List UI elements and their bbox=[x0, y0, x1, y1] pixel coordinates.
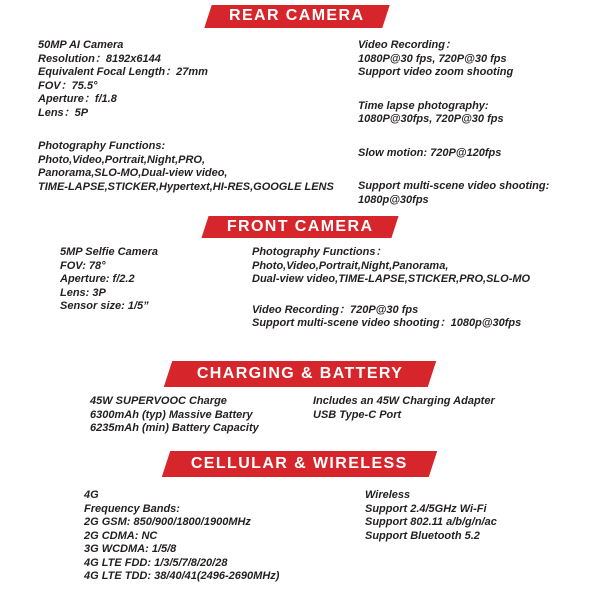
charging-battery-title: CHARGING & BATTERY bbox=[196, 364, 404, 382]
cellular-left-column bbox=[84, 489, 279, 584]
spec-line: FOV：75.5° bbox=[38, 79, 98, 92]
rear-camera-left-column bbox=[38, 39, 334, 194]
spec-line: 2G CDMA: NC bbox=[84, 529, 158, 542]
front-camera-right-column bbox=[252, 246, 530, 331]
spec-line: 45W SUPERVOOC Charge bbox=[90, 395, 227, 407]
front-video-recording-block bbox=[252, 304, 530, 331]
cellular-wireless-title: CELLULAR & WIRELESS bbox=[191, 454, 408, 472]
charging-right-column bbox=[313, 395, 495, 422]
spec-line: Photo,Video,Portrait,Night,PRO, bbox=[38, 153, 206, 166]
spec-line: Resolution：8192x6144 bbox=[38, 52, 161, 65]
rear-photography-functions-block bbox=[38, 140, 334, 194]
spec-line: Support Bluetooth 5.2 bbox=[365, 529, 480, 542]
spec-line: 5MP Selfie Camera bbox=[60, 246, 159, 258]
spec-line: Time lapse photography: bbox=[358, 99, 489, 112]
charging-battery-banner bbox=[164, 361, 436, 387]
spec-line: TIME-LAPSE,STICKER,Hypertext,HI-RES,GOOGLE LENS bbox=[38, 180, 334, 193]
rear-multi-scene-block bbox=[358, 180, 549, 207]
spec-line: 6235mAh (min) Battery Capacity bbox=[90, 422, 259, 434]
spec-line: Aperture: f/2.2 bbox=[60, 273, 135, 285]
front-camera-left-column bbox=[60, 246, 158, 314]
spec-line: 4G bbox=[84, 489, 99, 501]
spec-line: Wireless bbox=[365, 489, 411, 501]
front-camera-title: FRONT CAMERA bbox=[226, 217, 374, 235]
rear-slow-motion-block bbox=[358, 147, 549, 161]
frequency-bands-block bbox=[84, 489, 279, 584]
spec-line: Support video zoom shooting bbox=[358, 66, 514, 78]
spec-line: 6300mAh (typ) Massive Battery bbox=[90, 408, 253, 421]
spec-line: Lens: 3P bbox=[60, 286, 106, 299]
spec-line: USB Type-C Port bbox=[313, 408, 402, 421]
spec-line: 1080P@30 fps, 720P@30 fps bbox=[358, 52, 507, 65]
front-camera-banner bbox=[201, 216, 398, 238]
spec-line: Equivalent Focal Length：27mm bbox=[38, 66, 208, 78]
wireless-specs-block bbox=[365, 489, 497, 543]
spec-line: 3G WCDMA: 1/5/8 bbox=[84, 543, 177, 555]
charging-left-column bbox=[90, 395, 259, 436]
spec-line: Slow motion: 720P@120fps bbox=[358, 146, 502, 159]
spec-line: Frequency Bands: bbox=[84, 502, 180, 515]
rear-camera-title: REAR CAMERA bbox=[229, 7, 365, 24]
spec-line: Photography Functions： bbox=[252, 246, 387, 258]
rear-time-lapse-block bbox=[358, 100, 549, 127]
spec-line: Support 802.11 a/b/g/n/ac bbox=[365, 516, 497, 528]
spec-line: 4G LTE TDD: 38/40/41(2496-2690MHz) bbox=[84, 570, 280, 582]
spec-line: Support 2.4/5GHz Wi-Fi bbox=[365, 502, 487, 515]
cellular-wireless-banner bbox=[162, 451, 437, 477]
spec-line: Panorama,SLO-MO,Dual-view video, bbox=[38, 167, 228, 179]
spec-line: Lens：5P bbox=[38, 106, 89, 119]
wireless-right-column bbox=[365, 489, 497, 543]
spec-line: 2G GSM: 850/900/1800/1900MHz bbox=[84, 516, 251, 528]
spec-line: Aperture：f/1.8 bbox=[38, 93, 117, 105]
rear-camera-banner bbox=[204, 5, 389, 28]
spec-line: Video Recording：720P@30 fps bbox=[252, 303, 419, 316]
spec-line: 50MP AI Camera bbox=[38, 39, 124, 51]
rear-video-recording-block bbox=[358, 39, 549, 80]
front-photography-functions-block bbox=[252, 246, 530, 287]
spec-line: 1080P@30fps, 720P@30 fps bbox=[358, 113, 504, 125]
spec-line: Includes an 45W Charging Adapter bbox=[313, 395, 495, 407]
spec-line: Support multi-scene video shooting：1080p@30fps bbox=[252, 317, 522, 329]
battery-specs-block bbox=[90, 395, 259, 436]
charger-specs-block bbox=[313, 395, 495, 422]
spec-line: Photo,Video,Portrait,Night,Panorama, bbox=[252, 259, 449, 272]
spec-line: FOV: 78° bbox=[60, 259, 106, 272]
spec-line: Sensor size: 1/5” bbox=[60, 300, 149, 312]
spec-line: 1080p@30fps bbox=[358, 193, 429, 206]
spec-line: 4G LTE FDD: 1/3/5/7/8/20/28 bbox=[84, 556, 228, 569]
rear-camera-right-column bbox=[358, 39, 549, 207]
spec-line: Photography Functions: bbox=[38, 140, 166, 152]
spec-line: Support multi-scene video shooting: bbox=[358, 180, 550, 192]
spec-line: Video Recording： bbox=[358, 39, 456, 51]
spec-line: Dual-view video,TIME-LAPSE,STICKER,PRO,SLO-MO bbox=[252, 273, 531, 285]
rear-lens-specs-block bbox=[38, 39, 334, 120]
front-lens-specs-block bbox=[60, 246, 158, 314]
